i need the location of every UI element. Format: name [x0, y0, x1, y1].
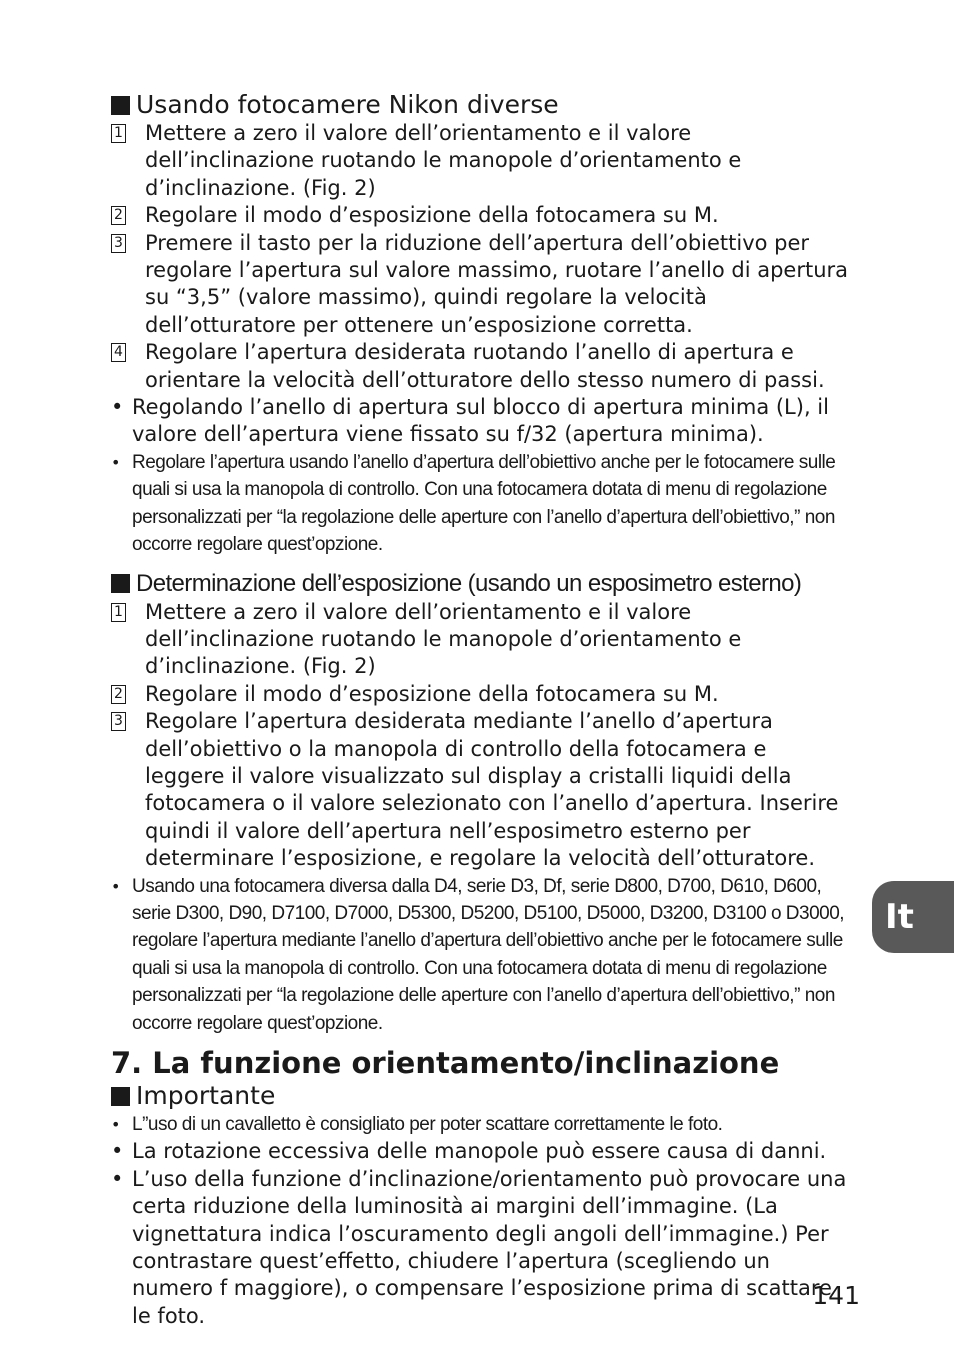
bullet-item [111, 1138, 851, 1165]
bullet-item [111, 449, 851, 559]
bullet-dot-icon: • [111, 395, 124, 420]
step-item [111, 681, 851, 708]
bullet-dot-icon: • [111, 876, 120, 896]
step-item [111, 708, 851, 872]
step-text: Regolare il modo d’esposizione della fotocamera su M. [145, 681, 719, 706]
bullet-dot-icon: • [111, 1139, 124, 1164]
section-title: Determinazione dell’esposizione (usando un esposimetro esterno) [136, 569, 802, 597]
step-number: 2 [111, 206, 126, 225]
step-number: 3 [111, 234, 126, 253]
page-content [111, 90, 851, 1330]
step-text: Mettere a zero il valore dell’orientamento e il valore dell’inclinazione ruotando le manopole d’orientamento e d’inclinazione. (Fig. 2) [145, 599, 742, 679]
bullet-dot-icon: • [111, 1166, 124, 1191]
square-bullet-icon [111, 96, 130, 115]
step-number: 3 [111, 712, 126, 731]
bullet-text: La rotazione eccessiva delle manopole può essere causa di danni. [132, 1139, 827, 1164]
step-item [111, 339, 851, 394]
important-heading [111, 1081, 851, 1111]
step-item [111, 202, 851, 229]
step-number: 1 [111, 124, 126, 143]
bullet-item [111, 1111, 851, 1138]
chapter-title: 7. La funzione orientamento/inclinazione [111, 1046, 780, 1080]
important-title: Importante [136, 1081, 276, 1110]
step-item [111, 230, 851, 340]
bullet-text: L”uso di un cavalletto è consigliato per poter scattare correttamente le foto. [132, 1114, 723, 1135]
bullet-dot-icon: • [111, 1115, 120, 1134]
step-text: Regolare il modo d’esposizione della fotocamera su M. [145, 203, 719, 228]
step-number: 1 [111, 603, 126, 622]
square-bullet-icon [111, 1087, 130, 1106]
step-item [111, 120, 851, 202]
bullet-text: Usando una fotocamera diversa dalla D4, serie D3, Df, serie D800, D700, D610, D600, serie D300, D90, D7100, D7000, D5300, D5200, D5100, D5000, D3200, D3100 o D3000, regolare l’apertura mediante l’anello d’apertura dell’obiettivo anche per le fotocamere sulle quali si usa la manopola di controllo. Con una fotocamera dotata di menu di regolazione personalizzati per “la regolazione delle aperture con l’anello d’apertura dell’obiettivo,” non occorre regolare quest’opzione. [132, 875, 845, 1034]
step-number: 4 [111, 343, 126, 362]
step-text: Regolare l’apertura desiderata ruotando l’anello di apertura e orientare la velocità dell’otturatore dello stesso numero di passi. [145, 340, 825, 392]
bullet-text: L’uso della funzione d’inclinazione/orientamento può provocare una certa riduzione della luminosità ai margini dell’immagine. (La vignettatura indica l’oscuramento degli angoli dell’immagine.) Per contrastare quest’effetto, chiudere l’apertura (scegliendo un numero f maggiore), o compensare l’esposizione prima di scattare le foto. [132, 1166, 847, 1328]
section-heading [111, 90, 851, 120]
step-text: Regolare l’apertura desiderata mediante l’anello d’apertura dell’obiettivo o la manopola di controllo della fotocamera e leggere il valore visualizzato sul display a cristalli liquidi della fotocamera o il valore selezionato con l’anello d’apertura. Inserire quindi il valore dell’apertura nell’esposimetro esterno per determinare l’esposizione, e regolare la velocità dell’otturatore. [145, 709, 839, 871]
bullet-item [111, 394, 851, 449]
step-number: 2 [111, 685, 126, 704]
section-title: Usando fotocamere Nikon diverse [136, 90, 559, 119]
square-bullet-icon [111, 574, 130, 593]
step-item [111, 599, 851, 681]
section-heading [111, 569, 851, 599]
bullet-item [111, 873, 851, 1037]
step-text: Premere il tasto per la riduzione dell’apertura dell’obiettivo per regolare l’apertura sul valore massimo, ruotare l’anello di apertura su “3,5” (valore massimo), quindi regolare la velocità dell’otturatore per ottenere un’esposizione corretta. [145, 230, 849, 337]
bullet-item [111, 1166, 851, 1330]
bullet-text: Regolare l’apertura usando l’anello d’apertura dell’obiettivo anche per le fotocamere sulle quali si usa la manopola di controllo. Con una fotocamera dotata di menu di regolazione personalizzati per “la regolazione delle aperture con l’anello d’apertura dell’obiettivo,” non occorre regolare quest’opzione. [132, 451, 836, 556]
language-tab: It [872, 881, 954, 953]
bullet-dot-icon: • [111, 452, 120, 472]
page-number: 141 [812, 1281, 860, 1310]
step-text: Mettere a zero il valore dell’orientamento e il valore dell’inclinazione ruotando le manopole d’orientamento e d’inclinazione. (Fig. 2) [145, 121, 742, 200]
bullet-text: Regolando l’anello di apertura sul blocco di apertura minima (L), il valore dell’apertura viene fissato su f/32 (apertura minima). [132, 395, 829, 447]
